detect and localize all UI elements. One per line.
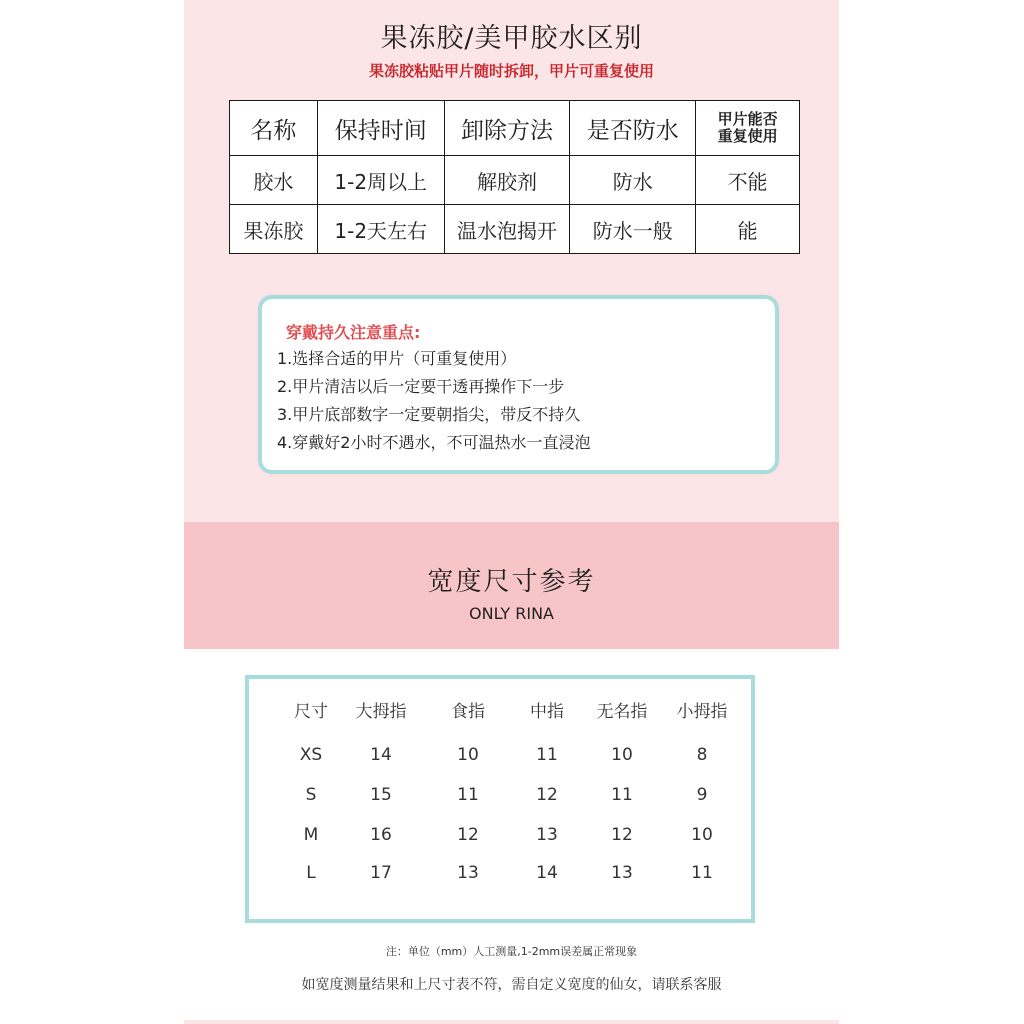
table-cell: 防水一般 [570,205,696,254]
tips-box [258,295,779,474]
size-value-cell: 11 [611,785,633,805]
size-value-cell: 15 [370,785,392,805]
size-value-cell: 16 [370,825,392,845]
size-label-cell: M [303,825,319,845]
table-cell: 解胶剂 [444,156,570,205]
table-cell: 果冻胶 [230,205,318,254]
size-header-cell: 大拇指 [355,702,407,722]
tip-item: 3.甲片底部数字一定要朝指尖，带反不持久 [277,405,581,424]
size-label-cell: XS [299,745,323,765]
table-cell: 能 [696,205,800,254]
size-value-cell: 12 [457,825,479,845]
size-value-cell: 8 [696,745,708,765]
table-cell: 胶水 [230,156,318,205]
measurement-note: 注：单位（mm）人工测量,1-2mm误差属正常现象 [385,945,638,958]
size-label-cell: L [306,863,316,883]
size-value-cell: 14 [536,863,558,883]
size-value-cell: 11 [457,785,479,805]
size-value-cell: 10 [457,745,479,765]
size-value-cell: 13 [536,825,558,845]
size-value-cell: 17 [370,863,392,883]
size-label-cell: S [305,785,317,805]
size-value-cell: 10 [691,825,713,845]
tip-item: 2.甲片清洁以后一定要干透再操作下一步 [277,377,565,396]
size-value-cell: 11 [536,745,558,765]
size-value-cell: 11 [691,863,713,883]
size-value-cell: 12 [536,785,558,805]
size-value-cell: 12 [611,825,633,845]
size-header-cell: 尺寸 [294,702,328,722]
table-cell: 温水泡揭开 [444,205,570,254]
header-cell-duration: 保持时间 [317,101,444,156]
header-cell-waterproof: 是否防水 [570,101,696,156]
size-value-cell: 10 [611,745,633,765]
tips-list [277,345,590,457]
tips-title: 穿戴持久注意重点: [286,323,421,342]
table-cell: 防水 [570,156,696,205]
brand-name: ONLY RINA [469,604,554,623]
header-cell-removal: 卸除方法 [444,101,570,156]
header-cell-name: 名称 [230,101,318,156]
contact-note: 如宽度测量结果和上尺寸表不符，需自定义宽度的仙女，请联系客服 [301,977,722,993]
size-value-cell: 13 [611,863,633,883]
size-value-cell: 13 [457,863,479,883]
page-subtitle: 果冻胶粘贴甲片随时拆卸，甲片可重复使用 [368,62,654,80]
comparison-row-glue [230,156,800,205]
tip-item: 4.穿戴好2小时不遇水，不可温热水一直浸泡 [277,433,591,452]
bottom-strip [184,1020,839,1024]
table-cell: 不能 [696,156,800,205]
size-header-cell: 无名指 [596,702,648,722]
comparison-row-jelly [230,205,800,254]
header-cell-reusable-line1: 甲片能否 [717,110,778,128]
size-header-cell: 小拇指 [676,702,728,722]
size-table [245,675,755,923]
comparison-header-row [230,101,800,156]
table-cell: 1-2周以上 [317,156,444,205]
header-cell-reusable [696,101,800,156]
header-cell-reusable-line2: 重复使用 [717,127,778,145]
comparison-table [229,100,800,254]
table-cell: 1-2天左右 [317,205,444,254]
size-header-cell: 中指 [530,702,564,722]
tip-item: 1.选择合适的甲片（可重复使用） [277,349,517,368]
size-header-cell: 食指 [451,702,485,722]
size-value-cell: 9 [696,785,708,805]
page-title: 果冻胶/美甲胶水区别 [380,23,643,54]
size-section-title: 宽度尺寸参考 [427,567,596,597]
size-value-cell: 14 [370,745,392,765]
